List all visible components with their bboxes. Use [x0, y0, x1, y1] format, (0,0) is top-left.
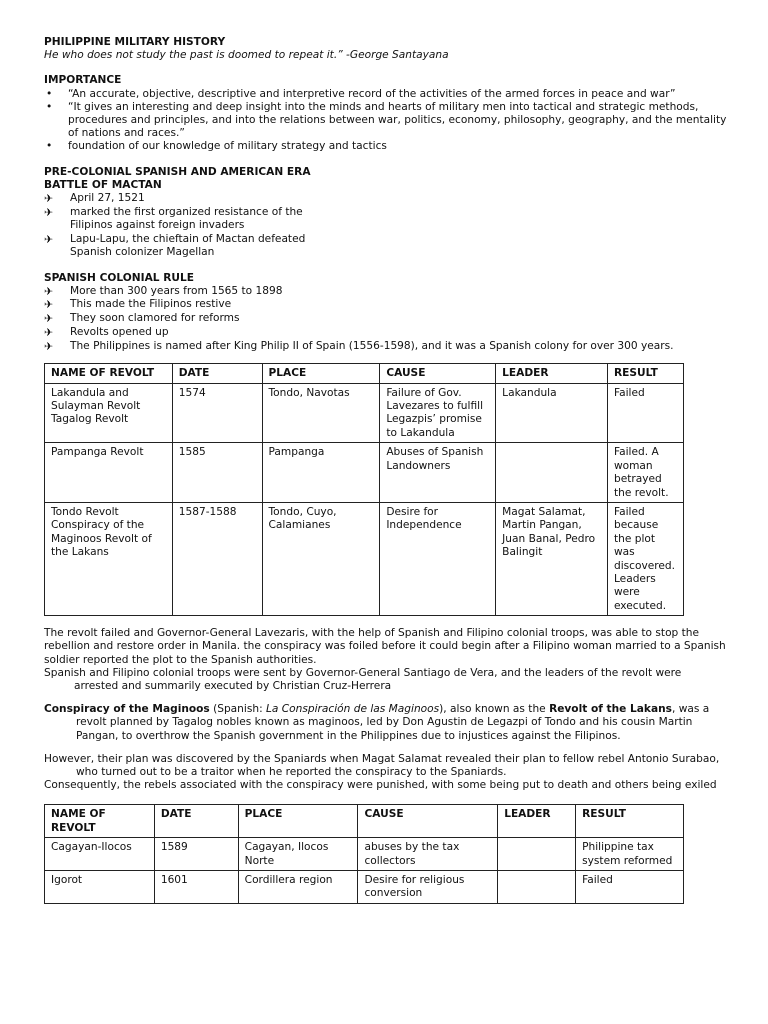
paragraph: Spanish and Filipino colonial troops were sent by Governor-General Santiago de Vera, and the leaders of the revolt were arrested and summarily executed by Christian Cruz-Herrera [44, 666, 682, 692]
table-cell: Magat Salamat, Martin Pangan, Juan Banal, Pedro Balingit [496, 502, 608, 615]
list-item: • foundation of our knowledge of military strategy and tactics [46, 140, 387, 153]
table-cell: Failed because the plot was discovered. Leaders were executed. [607, 502, 683, 615]
table-cell: Igorot [45, 871, 155, 904]
table-row [45, 871, 684, 904]
bullet-icon: • [46, 87, 53, 100]
list-item: ✈ Revolts opened up [44, 325, 169, 339]
arrow-icon: ✈ [44, 192, 54, 206]
table-cell: 1574 [172, 383, 262, 443]
table-cell: 1585 [172, 443, 262, 503]
table-cell: Failed [576, 871, 684, 904]
table-cell: Tondo, Cuyo, Calamianes [262, 502, 380, 615]
table-cell: Tondo Revolt Conspiracy of the Maginoos Revolt of the Lakans [45, 502, 173, 615]
table-cell: Failed [607, 383, 683, 443]
column-header: RESULT [607, 364, 683, 383]
table-cell: Pampanga [262, 443, 380, 503]
column-header: PLACE [262, 364, 380, 383]
table-cell: 1587-1588 [172, 502, 262, 615]
table-cell: 1601 [154, 871, 238, 904]
table-cell: Pampanga Revolt [45, 443, 173, 503]
table-cell: Cagayan, Ilocos Norte [238, 838, 358, 871]
document-title: PHILIPPINE MILITARY HISTORY [44, 36, 226, 48]
arrow-icon: ✈ [44, 312, 54, 326]
table-header-row [45, 805, 684, 838]
term: Conspiracy of the Maginoos [44, 703, 210, 716]
precolonial-heading: PRE-COLONIAL SPANISH AND AMERICAN ERA [44, 165, 311, 178]
table-cell: Desire for Independence [380, 502, 496, 615]
paragraph: The revolt failed and Governor-General Lavezaris, with the help of Spanish and Filipino colonial troops, was able to stop the rebellion and restore order in Manila. the conspiracy was foiled before it could begin after a Filipino woman married to a Spanish soldier reported the plot to the Spanish authorities. [44, 627, 726, 666]
column-header: DATE [154, 805, 238, 838]
table-row [45, 443, 684, 503]
table-cell: Philippine tax system reformed [576, 838, 684, 871]
list-item: ✈ More than 300 years from 1565 to 1898 [44, 284, 283, 298]
importance-list [44, 88, 728, 154]
arrow-icon: ✈ [44, 339, 54, 353]
column-header: PLACE [238, 805, 358, 838]
table-cell: Cordillera region [238, 871, 358, 904]
table-row [45, 502, 684, 615]
table-header-row [45, 364, 684, 383]
table-cell: Lakandula [496, 383, 608, 443]
table-row [45, 383, 684, 443]
paragraph: Consequently, the rebels associated with the conspiracy were punished, with some being put to death and others being exiled [44, 779, 717, 792]
arrow-icon: ✈ [44, 325, 54, 339]
bullet-icon: • [46, 100, 53, 113]
column-header: LEADER [498, 805, 576, 838]
revolts-table-1 [44, 363, 684, 616]
list-item: ✈ marked the first organized resistance of the Filipinos against foreign invaders [44, 205, 303, 231]
list-item: ✈ They soon clamored for reforms [44, 312, 240, 326]
list-item: ✈ The Philippines is named after King Philip II of Spain (1556-1598), and it was a Spanish colony for over 300 years. [44, 339, 674, 353]
table-cell [498, 838, 576, 871]
table-cell: Abuses of Spanish Landowners [380, 443, 496, 503]
list-item: ✈ Lapu-Lapu, the chieftain of Mactan defeated Spanish colonizer Magellan [44, 232, 306, 258]
list-item: • “It gives an interesting and deep insight into the minds and hearts of military men into tactical and strategic methods, procedures and principles, and into the relations between war, politics, economy, philosophy, geography, and the mentality of nations and races.” [46, 100, 727, 140]
spanish-term: La Conspiración de las Maginoos [266, 703, 440, 716]
spanish-rule-heading: SPANISH COLONIAL RULE [44, 271, 194, 284]
table-cell: abuses by the tax collectors [358, 838, 498, 871]
column-header: NAME OF REVOLT [45, 364, 173, 383]
arrow-icon: ✈ [44, 284, 54, 298]
table-cell: Tondo, Navotas [262, 383, 380, 443]
table-row [45, 838, 684, 871]
column-header: RESULT [576, 805, 684, 838]
column-header: CAUSE [380, 364, 496, 383]
table-cell: Lakandula and Sulayman Revolt Tagalog Revolt [45, 383, 173, 443]
arrow-icon: ✈ [44, 205, 54, 219]
spanish-rule-list [44, 285, 728, 353]
epigraph-quote: He who does not study the past is doomed to repeat it.” -George Santayana [44, 49, 449, 62]
bullet-icon: • [46, 140, 53, 153]
table-cell [498, 871, 576, 904]
table-cell: Cagayan-Ilocos [45, 838, 155, 871]
column-header: NAME OF REVOLT [45, 805, 155, 838]
column-header: DATE [172, 364, 262, 383]
document-page [44, 36, 728, 904]
arrow-icon: ✈ [44, 232, 54, 246]
mactan-list [44, 192, 344, 259]
table-cell: 1589 [154, 838, 238, 871]
mactan-subheading: BATTLE OF MACTAN [44, 178, 162, 191]
table-cell: Desire for religious conversion [358, 871, 498, 904]
alias-term: Revolt of the Lakans [549, 703, 672, 716]
revolts-table-2 [44, 804, 684, 903]
table-cell: Failed. A woman betrayed the revolt. [607, 443, 683, 503]
table-cell [496, 443, 608, 503]
list-item: ✈ This made the Filipinos restive [44, 298, 232, 312]
paragraph: Conspiracy of the Maginoos (Spanish: La Conspiración de las Maginoos), also known as the Revolt of the Lakans, was a revolt planned by Tagalog nobles known as maginoos, led by Don Agustin de Legazpi of Tondo and his cousin Martin Pangan, to overthrow the Spanish government in the Philippines due to injustices against the Filipinos. [44, 703, 710, 742]
importance-heading: IMPORTANCE [44, 74, 122, 87]
arrow-icon: ✈ [44, 298, 54, 312]
column-header: CAUSE [358, 805, 498, 838]
list-item: ✈ April 27, 1521 [44, 192, 145, 206]
paragraph: However, their plan was discovered by the Spaniards when Magat Salamat revealed their plan to fellow rebel Antonio Surabao, who turned out to be a traitor when he reported the conspiracy to the Spaniards. [44, 752, 720, 778]
table-cell: Failure of Gov. Lavezares to fulfill Legazpis’ promise to Lakandula [380, 383, 496, 443]
list-item: • “An accurate, objective, descriptive and interpretive record of the activities of the armed forces in peace and war” [46, 87, 676, 100]
column-header: LEADER [496, 364, 608, 383]
